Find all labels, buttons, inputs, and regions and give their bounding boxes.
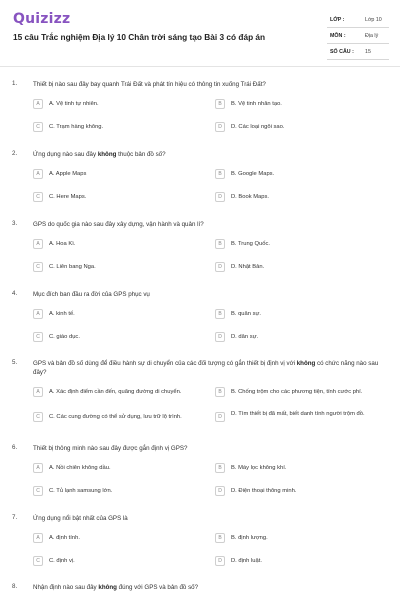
question-number: 6. [12, 444, 18, 451]
option-text: A. Hoa Kì. [49, 240, 76, 247]
question-number: 4. [12, 290, 18, 297]
option-text: C. Các cung đường có thể sử dụng, lưu trữ lộ trình. [49, 413, 182, 420]
option-letter-box: A [33, 387, 43, 397]
option-letter-box: C [33, 192, 43, 202]
option-letter-box: D [215, 412, 225, 422]
option-text: C. giáo dục. [49, 333, 80, 340]
question-text-part: có chức năng nào sau đây? [33, 360, 379, 376]
option-letter-box: A [33, 463, 43, 473]
option-text: A. Apple Maps [49, 170, 87, 177]
option-letter-box: B [215, 387, 225, 397]
question-number: 1. [12, 80, 18, 87]
meta-label: LỚP : [330, 17, 345, 23]
option-letter-box: B [215, 169, 225, 179]
option-text: D. Book Maps. [231, 193, 270, 200]
question-text: GPS do quốc gia nào sau đây xây dựng, vận hành và quản lí? [33, 221, 204, 228]
worksheet-header [0, 0, 400, 64]
question-text-part: Nhận định nào sau đây [33, 584, 99, 591]
option-letter-box: C [33, 486, 43, 496]
option-letter-box: B [215, 99, 225, 109]
option-text: C. định vị. [49, 557, 75, 564]
option-letter-box: B [215, 533, 225, 543]
question-text-emphasis: không [98, 584, 117, 591]
meta-label: SỐ CÂU : [330, 49, 354, 55]
question-text [33, 359, 381, 377]
option-text: A. Vệ tinh tự nhiên. [49, 100, 99, 107]
option-text: D. định luật. [231, 557, 262, 564]
option-text: B. Trung Quốc. [231, 240, 270, 247]
question-number: 7. [12, 514, 18, 521]
option-text: C. Tủ lạnh samsung lớn. [49, 487, 113, 494]
option-text: A. định tính. [49, 534, 80, 541]
option-letter-box: A [33, 533, 43, 543]
question-text-part: Ứng dụng nào sau đây [33, 151, 98, 158]
question-text [33, 583, 381, 592]
question-text-part: thuộc bản đồ số? [116, 151, 166, 158]
option-letter-box: D [215, 192, 225, 202]
meta-value: Lớp 10 [365, 17, 382, 23]
question-number: 2. [12, 150, 18, 157]
option-text: C. Trạm hàng không. [49, 123, 104, 130]
option-text: A. kinh tế. [49, 310, 75, 317]
option-text: B. định lượng. [231, 534, 268, 541]
question-text: Thiết bị thông minh nào sau đây được gắn định vị GPS? [33, 445, 188, 452]
option-letter-box: D [215, 262, 225, 272]
option-text: A. Xác định điểm cần đến, quãng đường di chuyển. [49, 388, 182, 395]
option-letter-box: B [215, 309, 225, 319]
meta-row-subject [327, 28, 389, 44]
question-number: 5. [12, 359, 18, 366]
option-letter-box: D [215, 556, 225, 566]
option-letter-box: D [215, 486, 225, 496]
option-text: D. Tìm thiết bị đã mất, biết danh tính người trộm đồ. [231, 410, 365, 417]
option-letter-box: A [33, 309, 43, 319]
option-text: A. Nồi chiên không dầu. [49, 464, 111, 471]
option-letter-box: C [33, 412, 43, 422]
question-number: 3. [12, 220, 18, 227]
question-text: Ứng dụng nổi bật nhất của GPS là [33, 515, 128, 522]
question-text-emphasis: không [296, 360, 316, 367]
question-text-emphasis: không [97, 151, 117, 158]
worksheet-meta [327, 12, 389, 60]
option-letter-box: A [33, 99, 43, 109]
option-letter-box: B [215, 239, 225, 249]
option-text: D. Nhật Bản. [231, 263, 265, 270]
question-text [33, 150, 381, 159]
quizizz-logo: Quizizz [13, 11, 71, 27]
option-text: B. Chống trộm cho các phương tiện, tính cước phí. [231, 388, 363, 395]
meta-value: 15 [365, 49, 371, 55]
option-text: B. Máy lọc không khí. [231, 464, 287, 471]
option-text: B. Vệ tinh nhân tạo. [231, 100, 282, 107]
option-letter-box: D [215, 122, 225, 132]
question-text-part: GPS và bản đồ số dùng để điều hành sự di chuyển của các đối tượng có gắn thiết bị định vị với [33, 360, 297, 367]
option-letter-box: C [33, 262, 43, 272]
option-text: D. Các loại ngôi sao. [231, 123, 285, 130]
option-letter-box: C [33, 122, 43, 132]
option-letter-box: C [33, 556, 43, 566]
option-text: C. Here Maps. [49, 193, 87, 200]
option-letter-box: B [215, 463, 225, 473]
option-text: B. quân sự. [231, 310, 261, 317]
meta-row-grade [327, 12, 389, 28]
question-number: 8. [12, 583, 18, 590]
meta-label: MÔN : [330, 33, 346, 39]
option-text: C. Liên bang Nga. [49, 263, 96, 270]
option-text: B. Google Maps. [231, 170, 275, 177]
question-text: Thiết bị nào sau đây bay quanh Trái Đất và phát tín hiệu có thông tin xuống Trái Đất? [33, 81, 266, 88]
option-letter-box: D [215, 332, 225, 342]
option-letter-box: C [33, 332, 43, 342]
question-text: Mục đích ban đầu ra đời của GPS phục vụ [33, 291, 150, 298]
option-letter-box: A [33, 239, 43, 249]
worksheet-title: 15 câu Trắc nghiệm Địa lý 10 Chân trời sáng tạo Bài 3 có đáp án [13, 32, 266, 42]
meta-row-question-count [327, 44, 389, 60]
option-letter-box: A [33, 169, 43, 179]
question-text-part: đúng với GPS và bản đồ số? [116, 584, 199, 591]
option-text: D. dân sự. [231, 333, 259, 340]
option-text: D. Điện thoại thông minh. [231, 487, 297, 494]
header-divider [0, 66, 400, 67]
meta-value: Địa lý [365, 33, 379, 39]
